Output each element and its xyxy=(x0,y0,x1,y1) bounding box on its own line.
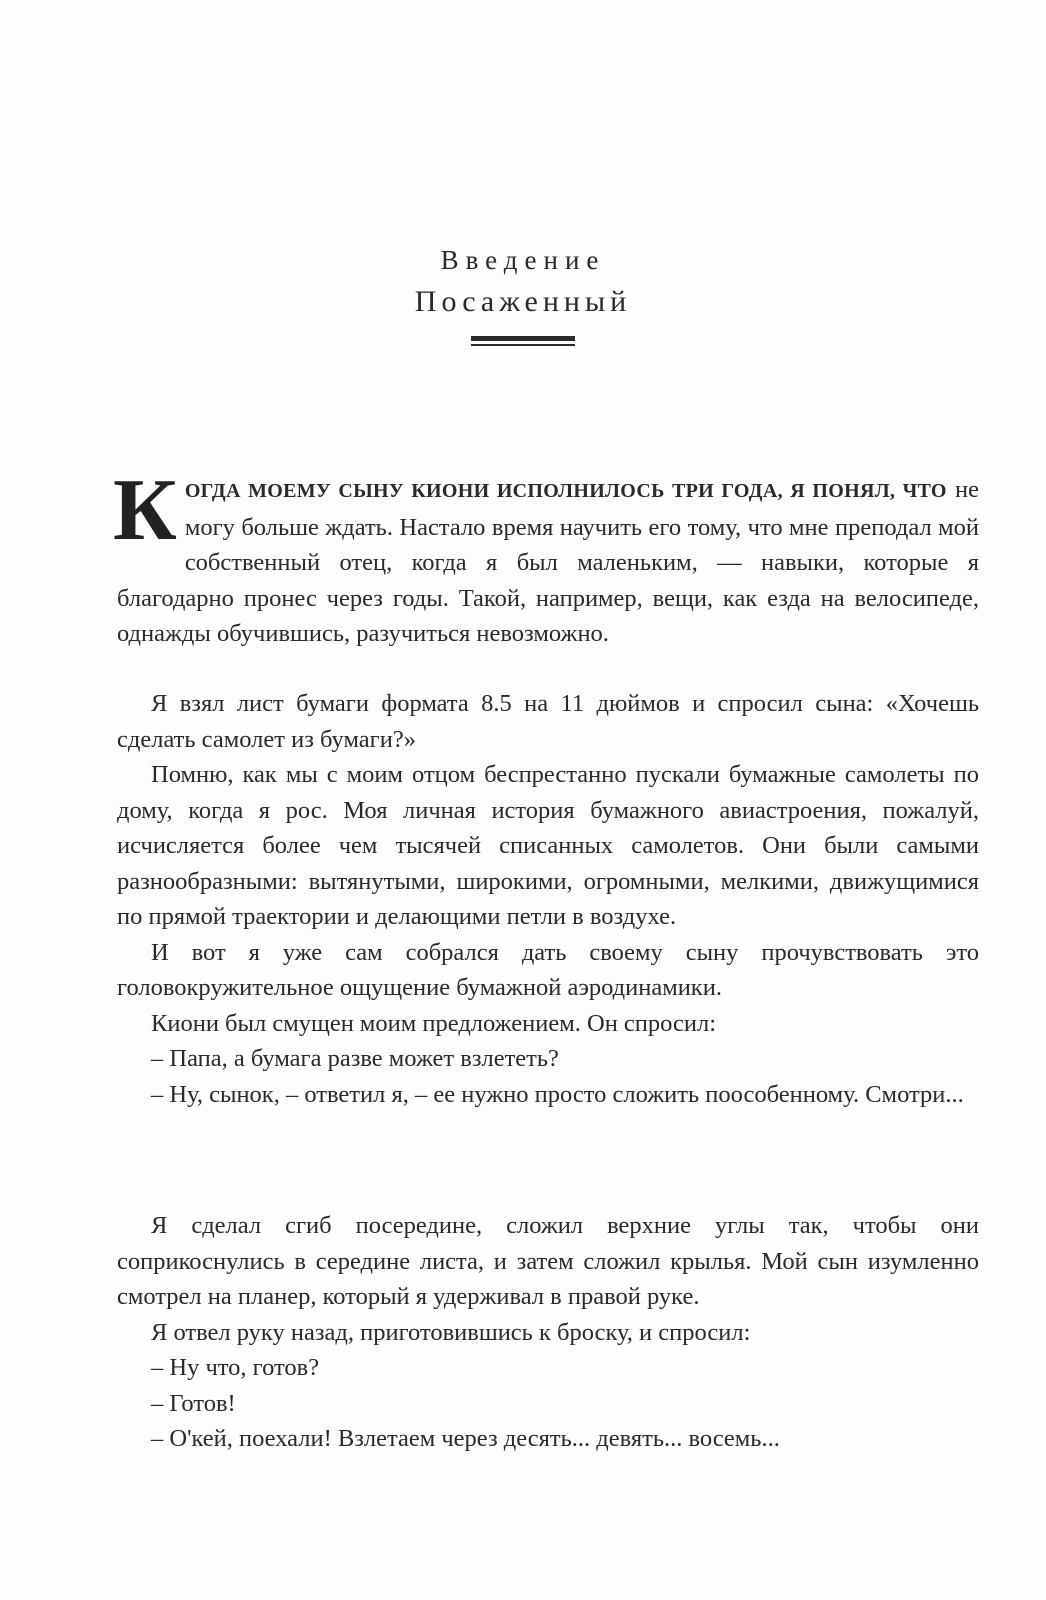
dialogue-line: – Готов! xyxy=(151,1389,236,1417)
paragraph: Я взял лист бумаги формата 8.5 на 11 дюймов и спросил сына: «Хочешь сделать самолет из бумаги?» xyxy=(117,690,979,753)
body-text-block-2 xyxy=(117,1208,979,1457)
lead-in-text: ОГДА МОЕМУ СЫНУ КИОНИ ИСПОЛНИЛОСЬ ТРИ ГОДА, Я ПОНЯЛ, ЧТО xyxy=(184,480,947,502)
paragraph: Я сделал сгиб посередине, сложил верхние углы так, чтобы они соприкоснулись в середине листа, и затем сложил крылья. Мой сын изумленно смотрел на планер, который я удерживал в правой руке. xyxy=(117,1212,979,1310)
rule-thin-line xyxy=(471,344,575,346)
chapter-label: Введение xyxy=(440,245,606,275)
dialogue-line: – О'кей, поехали! Взлетаем через десять... девять... восемь... xyxy=(151,1425,780,1452)
dialogue-line: – Папа, а бумага разве может взлететь? xyxy=(151,1045,559,1072)
chapter-heading xyxy=(0,240,1046,346)
heading-rule xyxy=(471,336,575,346)
drop-cap: К xyxy=(113,462,177,559)
chapter-title: Посаженный xyxy=(414,285,632,318)
paragraph: Помню, как мы с моим отцом беспрестанно пускали бумажные самолеты по дому, когда я рос. Моя личная история бумажного авиастроения, пожалуй, исчисляется более чем тысячей списанных самолетов. Они были самыми разнообразными: вытянутыми, широкими, огромными, мелкими, движущимися по прямой траектории и делающими петли в воздухе. xyxy=(117,761,979,930)
rule-thick-line xyxy=(471,336,575,341)
paragraph: Я отвел руку назад, приготовившись к броску, и спросил: xyxy=(151,1318,751,1346)
dialogue-line: – Ну что, готов? xyxy=(151,1354,320,1381)
body-text-block-1 xyxy=(117,686,979,1112)
paragraph: Киони был смущен моим предложением. Он спросил: xyxy=(151,1009,717,1037)
opening-paragraph xyxy=(113,462,979,652)
dialogue-line: – Ну, сынок, – ответил я, – ее нужно просто сложить поособенному. Смотри... xyxy=(151,1080,964,1108)
opening-text: не могу больше ждать. Настало время научить его тому, что мне преподал мой собственный отец, когда я был маленьким, — навыки, которые я благодарно пронес через годы. Такой, например, вещи, как езда на велосипеде, однажды обучившись, разучиться невозможно. xyxy=(117,476,979,647)
paragraph: И вот я уже сам собрался дать своему сыну прочувствовать это головокружительное ощущение бумажной аэродинамики. xyxy=(117,938,979,1001)
